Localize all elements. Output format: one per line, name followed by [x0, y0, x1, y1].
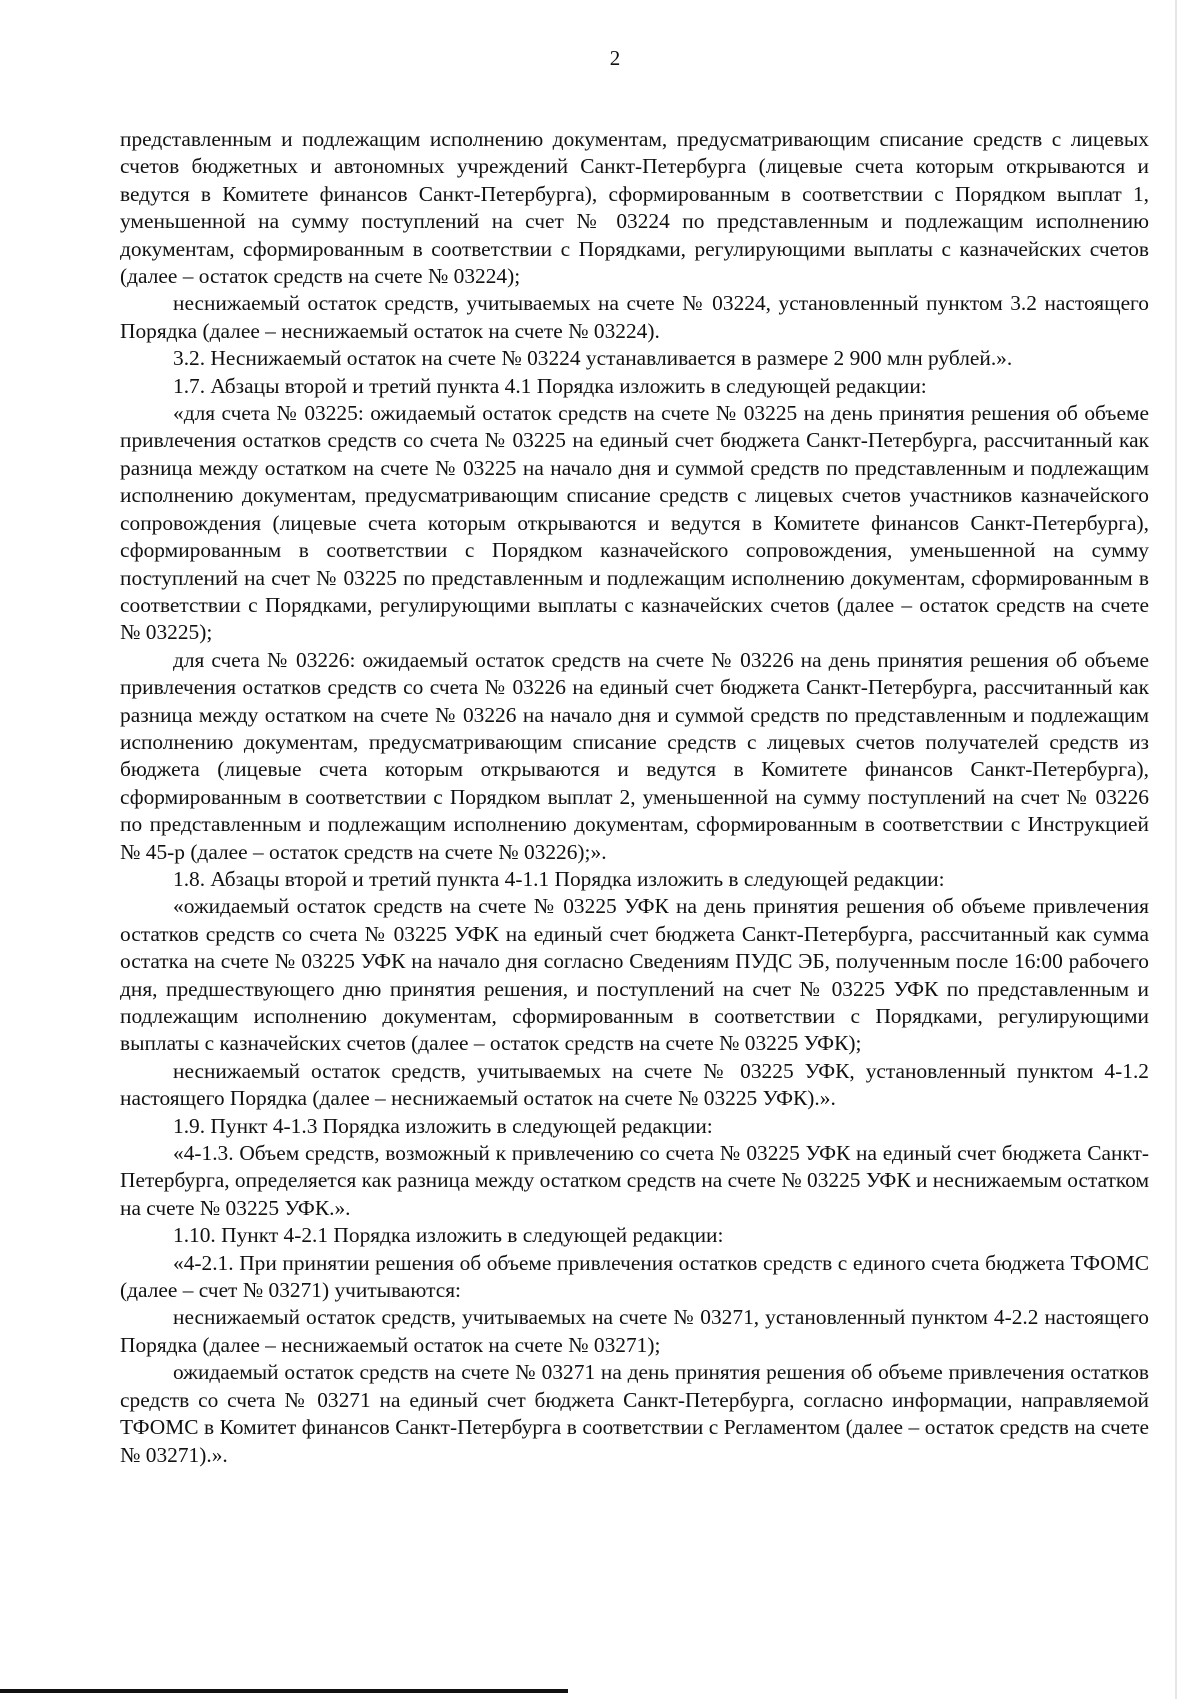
- scan-edge-shadow: [1175, 0, 1177, 1699]
- paragraph-unreduced-balance-03225-ufk: неснижаемый остаток средств, учитываемых на счете № 03225 УФК, установленный пунктом 4-1.2 настоящего Порядка (далее – неснижаемый остаток на счете № 03225 УФК).».: [120, 1058, 1149, 1111]
- paragraph-account-03225: «для счета № 03225: ожидаемый остаток средств на счете № 03225 на день принятия решения об объеме привлечения остатков средств со счета № 03225 на единый счет бюджета Санкт-Петербурга, рассчитанный как разница между остатком на счете № 03225 на начало дня и суммой средств по представленным и подлежащим исполнению документам, предусматривающим списание средств с лицевых счетов участников казначейского сопровождения (лицевые счета которым открываются и ведутся в Комитете финансов Санкт-Петербурга), сформированным в соответствии с Порядком казначейского сопровождения, уменьшенной на сумму поступлений на счет № 03225 по представленным и подлежащим исполнению документам, сформированным в соответствии с Порядками, регулирующими выплаты с казначейских счетов (далее – остаток средств на счете № 03225);: [120, 401, 1149, 645]
- paragraph-clause-4-2-1: «4-2.1. При принятии решения об объеме привлечения остатков средств с единого счета бюджета ТФОМС (далее – счет № 03271) учитываются:: [120, 1250, 1149, 1303]
- paragraph-expected-balance-03225-ufk: «ожидаемый остаток средств на счете № 03225 УФК на день принятия решения об объеме привлечения остатков средств со счета № 03225 УФК на единый счет бюджета Санкт-Петербурга, рассчитанный как сумма остатка на счете № 03225 УФК на начало дня согласно Сведениям ПУДС ЭБ, полученным после 16:00 рабочего дня, предшествующего дню принятия решения, и поступлений на счет № 03225 УФК по представленным и подлежащим исполнению документам, сформированным в соответствии с Порядками, регулирующими выплаты с казначейских счетов (далее – остаток средств на счете № 03225 УФК);: [120, 894, 1149, 1056]
- paragraph-clause-3-2: 3.2. Неснижаемый остаток на счете № 03224 устанавливается в размере 2 900 млн рублей.».: [173, 346, 1013, 371]
- paragraph-clause-4-1-3: «4-1.3. Объем средств, возможный к привлечению со счета № 03225 УФК на единый счет бюджета Санкт-Петербурга, определяется как разница между остатком средств на счете № 03225 УФК и неснижаемым остатком на счете № 03225 УФК.».: [120, 1141, 1149, 1220]
- paragraph-unreduced-balance-03271: неснижаемый остаток средств, учитываемых на счете № 03271, установленный пунктом 4-2.2 настоящего Порядка (далее – неснижаемый остаток на счете № 03271);: [120, 1305, 1149, 1357]
- paragraph-expected-balance-03271: ожидаемый остаток средств на счете № 03271 на день принятия решения об объеме привлечения остатков средств со счета № 03271 на единый счет бюджета Санкт-Петербурга, согласно информации, направляемой ТФОМС в Комитет финансов Санкт-Петербурга в соответствии с Регламентом (далее – остаток средств на счете № 03271).».: [120, 1360, 1149, 1467]
- paragraph-item-1-9: 1.9. Пункт 4-1.3 Порядка изложить в следующей редакции:: [173, 1113, 713, 1138]
- paragraph-continuation: представленным и подлежащим исполнению документам, предусматривающим списание средств с лицевых счетов бюджетных и автономных учреждений Санкт-Петербурга (лицевые счета которым открываются и ведутся в Комитете финансов Санкт-Петербурга), сформированным в соответствии с Порядком выплат 1, уменьшенной на сумму поступлений на счет № 03224 по представленным и подлежащим исполнению документам, сформированным в соответствии с Порядками, регулирующими выплаты с казначейских счетов (далее – остаток средств на счете № 03224);: [120, 127, 1149, 289]
- document-body: [120, 126, 1149, 1469]
- paragraph-item-1-7: 1.7. Абзацы второй и третий пункта 4.1 Порядка изложить в следующей редакции:: [173, 373, 927, 398]
- paragraph-item-1-8: 1.8. Абзацы второй и третий пункта 4-1.1 Порядка изложить в следующей редакции:: [173, 866, 945, 891]
- page-number: 2: [609, 46, 621, 70]
- paragraph-account-03226: для счета № 03226: ожидаемый остаток средств на счете № 03226 на день принятия решения об объеме привлечения остатков средств со счета № 03226 на единый счет бюджета Санкт-Петербурга, рассчитанный как разница между остатком на счете № 03226 на начало дня и суммой средств по представленным и подлежащим исполнению документам, предусматривающим списание средств с лицевых счетов получателей средств из бюджета (лицевые счета которым открываются и ведутся в Комитете финансов Санкт-Петербурга), сформированным в соответствии с Порядком выплат 2, уменьшенной на сумму поступлений на счет № 03226 по представленным и подлежащим исполнению документам, сформированным в соответствии с Инструкцией № 45-р (далее – остаток средств на счете № 03226);».: [120, 647, 1149, 864]
- paragraph-item-1-10: 1.10. Пункт 4-2.1 Порядка изложить в следующей редакции:: [173, 1223, 724, 1248]
- paragraph-unreduced-balance-03224: неснижаемый остаток средств, учитываемых на счете № 03224, установленный пунктом 3.2 настоящего Порядка (далее – неснижаемый остаток на счете № 03224).: [120, 291, 1149, 343]
- scan-bottom-line: [0, 1689, 568, 1693]
